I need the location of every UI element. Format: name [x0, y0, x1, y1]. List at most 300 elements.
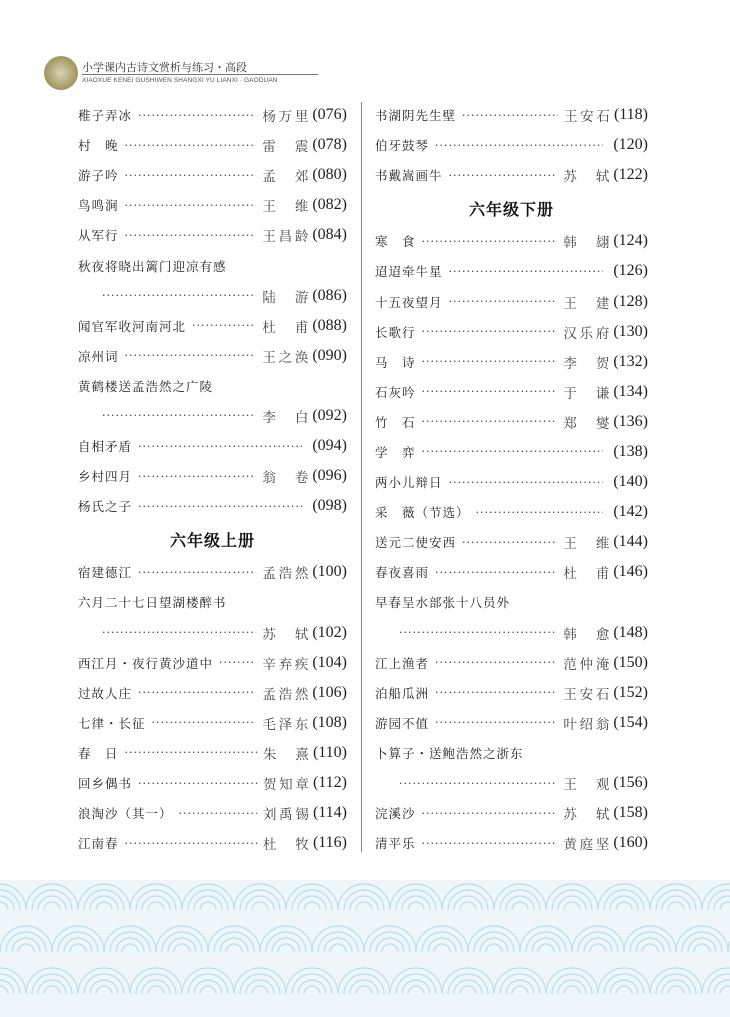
- entry-title: 春 日: [78, 745, 119, 761]
- wave-arc: [26, 968, 78, 994]
- wave-arc: [90, 896, 118, 910]
- wave-arc: [142, 980, 170, 994]
- toc-entry[interactable]: [375, 587, 648, 617]
- wave-arc: [558, 896, 586, 910]
- leader-dots: [138, 109, 256, 122]
- wave-arc: [714, 980, 730, 994]
- entry-title: 泊船瓜洲: [375, 685, 430, 701]
- wave-arc: [506, 896, 534, 910]
- toc-entry[interactable]: [375, 226, 648, 256]
- entry-author: 王 维: [262, 199, 309, 216]
- toc-entry[interactable]: [375, 407, 648, 437]
- entry-title: 杨氏之子: [78, 499, 133, 515]
- dragon-logo-icon: [44, 56, 78, 90]
- leader-dots: [125, 837, 257, 850]
- entry-page: (118): [613, 106, 648, 124]
- leader-dots: [449, 169, 558, 182]
- entry-author: 杜 甫: [563, 566, 610, 583]
- entry-page: (088): [312, 316, 347, 334]
- entry-title: 黄鹤楼送孟浩然之广陵: [78, 378, 214, 394]
- wave-arc: [416, 926, 468, 952]
- entry-author: 黄庭坚: [563, 837, 610, 854]
- wave-arc: [616, 986, 632, 994]
- leader-dots: [422, 325, 558, 338]
- entry-author: 雷 震: [262, 139, 309, 156]
- wave-arc: [286, 968, 338, 994]
- entry-title: 村 晚: [78, 138, 119, 154]
- wave-arc: [364, 926, 416, 952]
- wave-arc: [26, 884, 78, 910]
- leader-dots: [138, 500, 302, 513]
- entry-page: (150): [613, 653, 648, 671]
- toc-entry[interactable]: [78, 220, 347, 250]
- entry-title: 游园不值: [375, 715, 430, 731]
- entry-author: 陆 游: [262, 289, 309, 306]
- wave-arc: [512, 902, 528, 910]
- toc-entry[interactable]: [375, 347, 648, 377]
- entry-title: 游子吟: [78, 168, 119, 184]
- wave-arc: [286, 884, 338, 910]
- wave-arc: [532, 938, 560, 952]
- leader-dots: [449, 295, 558, 308]
- wave-arc: [44, 902, 60, 910]
- toc-entry[interactable]: [375, 798, 648, 828]
- entry-author: 王安石: [563, 686, 610, 703]
- entry-title: 闻官军收河南河北: [78, 318, 187, 334]
- toc-column-left: [78, 100, 347, 858]
- entry-title: 伯牙鼓琴: [375, 138, 430, 154]
- entry-page: (076): [312, 106, 347, 124]
- toc-entry[interactable]: [78, 557, 347, 587]
- entry-page: (146): [613, 563, 648, 581]
- wave-arc: [662, 896, 690, 910]
- leader-dots: [152, 716, 257, 729]
- wave-arc: [546, 884, 598, 910]
- wave-arc: [234, 884, 286, 910]
- entry-page: (080): [312, 166, 347, 184]
- wave-arc: [38, 980, 66, 994]
- wave-arc: [642, 944, 658, 952]
- leader-dots: [435, 139, 603, 152]
- wave-arc: [252, 902, 268, 910]
- toc-entry[interactable]: [78, 798, 347, 828]
- toc-entry[interactable]: [78, 130, 347, 160]
- toc-entry[interactable]: [78, 768, 347, 798]
- wave-arc: [0, 980, 14, 994]
- leader-dots: [138, 566, 256, 579]
- wave-arc: [512, 986, 528, 994]
- entry-page: (136): [613, 412, 648, 430]
- entry-author: 王 维: [563, 536, 610, 553]
- entry-author: 叶绍翁: [563, 716, 610, 733]
- toc-entry-continuation[interactable]: [78, 401, 347, 431]
- entry-title: 春夜喜雨: [375, 565, 430, 581]
- wave-arc: [200, 986, 216, 994]
- wave-arc: [598, 884, 650, 910]
- toc-entry[interactable]: [78, 100, 347, 130]
- wave-arc: [174, 944, 190, 952]
- entry-page: (112): [312, 774, 347, 792]
- toc-entry[interactable]: [78, 738, 347, 768]
- leader-dots: [422, 807, 558, 820]
- entry-title: 石灰吟: [375, 384, 416, 400]
- toc-entry[interactable]: [78, 160, 347, 190]
- wave-arc: [356, 986, 372, 994]
- wave-arc: [676, 926, 728, 952]
- wave-arc: [668, 902, 684, 910]
- leader-dots: [462, 536, 557, 549]
- toc-entry[interactable]: [78, 828, 347, 858]
- wave-arc: [408, 902, 424, 910]
- wave-arc: [96, 986, 112, 994]
- toc-entry[interactable]: [375, 828, 648, 858]
- entry-page: (158): [613, 804, 648, 822]
- toc-entry-continuation[interactable]: [78, 281, 347, 311]
- toc-entry[interactable]: [375, 286, 648, 316]
- toc-entry[interactable]: [375, 497, 648, 527]
- wave-arc: [662, 980, 690, 994]
- wave-arc: [156, 926, 208, 952]
- entry-author: 刘禹锡: [262, 807, 309, 824]
- toc-entry[interactable]: [375, 678, 648, 708]
- wave-arc: [408, 986, 424, 994]
- wave-arc: [246, 980, 274, 994]
- toc-entry[interactable]: [78, 648, 347, 678]
- toc-column-right: [375, 100, 648, 858]
- entry-author: 毛泽东: [262, 716, 309, 733]
- wave-arc: [564, 902, 580, 910]
- wave-arc: [460, 902, 476, 910]
- entry-author: 汉乐府: [563, 325, 610, 342]
- entry-author: 孟浩然: [262, 566, 309, 583]
- wave-arc: [330, 944, 346, 952]
- wave-arc: [52, 926, 104, 952]
- wave-arc: [148, 986, 164, 994]
- entry-title: 六月二十七日望湖楼醉书: [78, 595, 227, 611]
- entry-page: (160): [613, 834, 648, 852]
- entry-page: (140): [613, 473, 648, 491]
- entry-author: 王 建: [563, 295, 610, 312]
- wave-arc: [168, 938, 196, 952]
- toc-entry[interactable]: [78, 708, 347, 738]
- toc-entry[interactable]: [375, 467, 648, 497]
- entry-author: 范仲淹: [563, 656, 610, 673]
- leader-dots: [449, 476, 604, 489]
- wave-arc: [584, 938, 612, 952]
- leader-dots: [422, 385, 558, 398]
- entry-title: 秋夜将晓出篱门迎凉有感: [78, 258, 227, 274]
- wave-arc: [376, 938, 404, 952]
- entry-title: 过故人庄: [78, 685, 133, 701]
- book-subtitle: XIAOXUE KENEI GUSHIWEN SHANGXI YU LIANXI · GAODUAN: [82, 77, 278, 84]
- section-heading: 六年级下册: [468, 199, 554, 219]
- entry-page: (082): [312, 196, 347, 214]
- entry-page: (144): [613, 533, 648, 551]
- toc-entry[interactable]: [78, 491, 347, 521]
- entry-page: (092): [312, 406, 347, 424]
- leader-dots: [435, 656, 557, 669]
- wave-arc: [272, 938, 300, 952]
- entry-page: (120): [613, 136, 648, 154]
- wave-arc: [0, 926, 52, 952]
- entry-title: 长歌行: [375, 324, 416, 340]
- entry-title: 十五夜望月: [375, 294, 443, 310]
- leader-dots: [449, 265, 604, 278]
- entry-page: (098): [312, 497, 347, 515]
- toc-entry[interactable]: [78, 678, 347, 708]
- toc-entry[interactable]: [78, 190, 347, 220]
- leader-dots: [219, 656, 256, 669]
- wave-arc: [142, 896, 170, 910]
- entry-page: (078): [312, 136, 347, 154]
- entry-author: 杜 甫: [262, 319, 309, 336]
- wave-arc: [252, 986, 268, 994]
- leader-dots: [138, 440, 302, 453]
- wave-arc: [572, 926, 624, 952]
- entry-page: (142): [613, 503, 648, 521]
- entry-author: 王昌龄: [262, 229, 309, 246]
- entry-title: 鸟鸣涧: [78, 198, 119, 214]
- wave-arc: [714, 896, 730, 910]
- leader-dots: [125, 229, 257, 242]
- wave-arc: [130, 884, 182, 910]
- wave-arc: [616, 902, 632, 910]
- wave-arc: [12, 938, 40, 952]
- wave-arc: [338, 968, 390, 994]
- entry-title: 学 弈: [375, 444, 416, 460]
- entry-title: 浪淘沙（其一）: [78, 806, 173, 822]
- wave-arc: [454, 980, 482, 994]
- toc-entry[interactable]: [375, 317, 648, 347]
- toc-entry[interactable]: [78, 461, 347, 491]
- entry-title: 凉州词: [78, 348, 119, 364]
- wave-arc: [304, 902, 320, 910]
- leader-dots: [125, 169, 257, 182]
- toc-entry[interactable]: [375, 437, 648, 467]
- wave-arc: [356, 902, 372, 910]
- entry-author: 杨万里: [262, 109, 309, 126]
- wave-arc: [494, 968, 546, 994]
- entry-author: 苏 轼: [563, 169, 610, 186]
- leader-dots: [102, 626, 256, 639]
- leader-dots: [125, 199, 257, 212]
- entry-page: (152): [613, 683, 648, 701]
- toc-entry[interactable]: [375, 160, 648, 190]
- entry-page: (156): [613, 774, 648, 792]
- entry-title: 竹 石: [375, 414, 416, 430]
- wave-arc: [454, 896, 482, 910]
- entry-title: 迢迢牵牛星: [375, 264, 443, 280]
- leader-dots: [422, 235, 558, 248]
- wave-arc: [538, 944, 554, 952]
- entry-author: 李 贺: [563, 355, 610, 372]
- wave-decoration: [0, 880, 730, 1017]
- toc-entry[interactable]: [375, 130, 648, 160]
- wave-arc: [650, 884, 702, 910]
- leader-dots: [102, 409, 256, 422]
- entry-author: 韩 翃: [563, 235, 610, 252]
- toc-entry[interactable]: [375, 738, 648, 768]
- section-heading: 六年级上册: [169, 530, 255, 550]
- leader-dots: [138, 470, 256, 483]
- wave-arc: [220, 938, 248, 952]
- wave-arc: [148, 902, 164, 910]
- entry-author: 辛弃疾: [262, 656, 309, 673]
- wave-arc: [636, 938, 664, 952]
- wave-arc: [70, 944, 86, 952]
- toc-entry[interactable]: [78, 587, 347, 617]
- book-title: 小学课内古诗文赏析与练习・高段: [82, 61, 247, 74]
- entry-title: 送元二使安西: [375, 535, 457, 551]
- entry-title: 书湖阴先生壁: [375, 108, 457, 124]
- toc-entry[interactable]: [78, 371, 347, 401]
- entry-title: 采 薇（节选）: [375, 505, 470, 521]
- toc-entry[interactable]: [375, 377, 648, 407]
- entry-author: 李 白: [262, 409, 309, 426]
- entry-author: 于 谦: [563, 385, 610, 402]
- entry-title: 七律・长征: [78, 715, 146, 731]
- wave-arc: [194, 896, 222, 910]
- wave-arc: [260, 926, 312, 952]
- wave-arc: [18, 944, 34, 952]
- leader-dots: [435, 566, 557, 579]
- wave-arc: [694, 944, 710, 952]
- wave-arc: [468, 926, 520, 952]
- header-rule: [82, 74, 318, 75]
- entry-title: 西江月・夜行黄沙道中: [78, 655, 214, 671]
- entry-page: (122): [613, 166, 648, 184]
- wave-arc: [234, 968, 286, 994]
- toc-entry[interactable]: [375, 100, 648, 130]
- wave-arc: [506, 980, 534, 994]
- wave-arc: [304, 986, 320, 994]
- wave-arc: [402, 980, 430, 994]
- toc-entry[interactable]: [375, 708, 648, 738]
- wave-arc: [486, 944, 502, 952]
- entry-author: 贺知章: [262, 777, 309, 794]
- entry-title: 早春呈水部张十八员外: [375, 595, 511, 611]
- toc-entry[interactable]: [78, 250, 347, 280]
- wave-arc: [200, 902, 216, 910]
- wave-arc: [246, 896, 274, 910]
- entry-page: (128): [613, 292, 648, 310]
- entry-page: (086): [312, 286, 347, 304]
- toc-entry[interactable]: [375, 256, 648, 286]
- entry-title: 清平乐: [375, 836, 416, 852]
- toc-entry[interactable]: [375, 527, 648, 557]
- leader-dots: [422, 415, 558, 428]
- entry-page: (094): [312, 437, 347, 455]
- wave-arc: [90, 980, 118, 994]
- wave-arc: [460, 986, 476, 994]
- wave-arc: [650, 968, 702, 994]
- wave-arc: [442, 884, 494, 910]
- leader-dots: [399, 626, 557, 639]
- wave-arc: [402, 896, 430, 910]
- entry-title: 卜算子・送鲍浩然之浙东: [375, 745, 524, 761]
- wave-arc: [434, 944, 450, 952]
- entry-author: 王安石: [563, 109, 610, 126]
- entry-title: 回乡偶书: [78, 776, 133, 792]
- entry-page: (126): [613, 262, 648, 280]
- wave-arc: [44, 986, 60, 994]
- wave-arc: [720, 902, 730, 910]
- wave-arc: [122, 944, 138, 952]
- entry-page: (096): [312, 467, 347, 485]
- entry-page: (100): [312, 563, 347, 581]
- leader-dots: [125, 349, 257, 362]
- leader-dots: [125, 746, 257, 759]
- wave-arc: [312, 926, 364, 952]
- entry-page: (110): [312, 743, 347, 761]
- entry-title: 寒 食: [375, 234, 416, 250]
- wave-arc: [702, 968, 730, 994]
- leader-dots: [102, 289, 256, 302]
- wave-arc: [688, 938, 716, 952]
- toc-entry-continuation[interactable]: [78, 618, 347, 648]
- wave-arc: [668, 986, 684, 994]
- entry-title: 江南春: [78, 836, 119, 852]
- wave-arc: [520, 926, 572, 952]
- leader-dots: [179, 807, 257, 820]
- wave-arc: [182, 968, 234, 994]
- wave-arc: [104, 926, 156, 952]
- entry-page: (154): [613, 713, 648, 731]
- entry-page: (148): [613, 623, 648, 641]
- toc-entry[interactable]: [78, 311, 347, 341]
- toc-entry[interactable]: [375, 557, 648, 587]
- entry-page: (102): [312, 623, 347, 641]
- wave-arc: [78, 968, 130, 994]
- wave-arc: [624, 926, 676, 952]
- leader-dots: [192, 319, 256, 332]
- entry-title: 乡村四月: [78, 469, 133, 485]
- entry-page: (084): [312, 226, 347, 244]
- entry-page: (116): [312, 834, 347, 852]
- leader-dots: [476, 506, 604, 519]
- entry-page: (134): [613, 382, 648, 400]
- entry-title: 马 诗: [375, 354, 416, 370]
- wave-arc: [558, 980, 586, 994]
- wave-arc: [208, 926, 260, 952]
- wave-arc: [702, 884, 730, 910]
- wave-arc: [0, 902, 8, 910]
- entry-author: 韩 愈: [563, 626, 610, 643]
- wave-arc: [78, 884, 130, 910]
- wave-arc: [226, 944, 242, 952]
- column-divider: [361, 102, 362, 852]
- leader-dots: [422, 445, 604, 458]
- entry-page: (132): [613, 352, 648, 370]
- wave-arc: [494, 884, 546, 910]
- wave-arc: [324, 938, 352, 952]
- wave-arc: [390, 884, 442, 910]
- entry-title: 自相矛盾: [78, 439, 133, 455]
- leader-dots: [138, 686, 256, 699]
- toc-entry[interactable]: [78, 431, 347, 461]
- wave-arc: [194, 980, 222, 994]
- wave-arc: [390, 968, 442, 994]
- wave-arc: [38, 896, 66, 910]
- entry-page: (108): [312, 713, 347, 731]
- toc-entry[interactable]: [78, 341, 347, 371]
- toc-entry[interactable]: [375, 648, 648, 678]
- entry-title: 两小儿辩日: [375, 475, 443, 491]
- toc-entry-continuation[interactable]: [375, 768, 648, 798]
- entry-page: (130): [613, 322, 648, 340]
- entry-author: 王 观: [563, 777, 610, 794]
- toc-entry-continuation[interactable]: [375, 618, 648, 648]
